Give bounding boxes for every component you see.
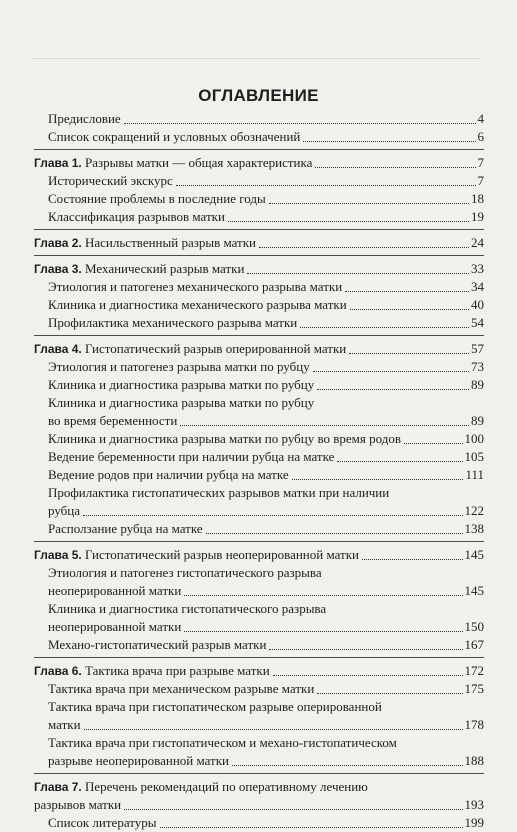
page-number: 188: [464, 753, 484, 768]
page-number: 73: [471, 359, 484, 374]
dot-leader: [404, 443, 462, 444]
page-number: 89: [471, 413, 484, 428]
entry-label: Состояние проблемы в последние годы: [48, 191, 266, 206]
section-entry[interactable]: [34, 430, 484, 448]
page-number: 57: [471, 341, 484, 356]
page-number: 138: [464, 521, 484, 536]
chapter-number: Глава 7.: [34, 780, 82, 794]
page-number: 18: [471, 191, 484, 206]
chapter-number: Глава 5.: [34, 548, 82, 562]
table-of-contents: [34, 110, 484, 832]
dot-leader: [228, 221, 469, 222]
section-entry[interactable]: [34, 582, 484, 600]
entry-label: Список литературы: [48, 815, 157, 830]
entry-label: Глава 2. Насильственный разрыв матки: [34, 235, 256, 250]
section-entry[interactable]: [34, 520, 484, 538]
page-number: 172: [464, 663, 484, 678]
dot-leader: [180, 425, 469, 426]
dot-leader: [269, 649, 462, 650]
entry-label: Клиника и диагностика разрыва матки по рубцу во время родов: [48, 431, 402, 446]
entry-first-line: Тактика врача при гистопатическом и механо-гистопатическом: [48, 735, 397, 750]
section-entry[interactable]: [34, 278, 484, 296]
toc-group: [34, 110, 484, 146]
entry-label: Клиника и диагностика механического разрыва матки: [48, 297, 347, 312]
dot-leader: [362, 559, 463, 560]
section-entry[interactable]: [34, 466, 484, 484]
chapter-number: Глава 2.: [34, 236, 82, 250]
dot-leader: [317, 693, 462, 694]
section-entry[interactable]: [34, 716, 484, 734]
entry-first-line: Клиника и диагностика разрыва матки по рубцу: [48, 395, 315, 410]
section-entry[interactable]: [34, 128, 484, 146]
dot-leader: [247, 273, 469, 274]
chapter-number: Глава 1.: [34, 156, 82, 170]
chapter-entry[interactable]: [34, 340, 484, 358]
entry-label: Клиника и диагностика разрыва матки по рубцу: [48, 377, 315, 392]
dot-leader: [273, 675, 463, 676]
entry-label: Расползание рубца на матке: [48, 521, 203, 536]
chapter-entry[interactable]: [34, 662, 484, 680]
dot-leader: [313, 371, 469, 372]
section-entry[interactable]: [34, 296, 484, 314]
page-number: 150: [464, 619, 484, 634]
chapter-entry[interactable]: [34, 796, 484, 814]
dot-leader: [124, 809, 462, 810]
entry-label: Ведение родов при наличии рубца на матке: [48, 467, 289, 482]
section-entry[interactable]: [34, 680, 484, 698]
toc-group: [34, 340, 484, 538]
dot-leader: [300, 327, 469, 328]
entry-label: разрывов матки: [34, 797, 122, 812]
entry-label: Глава 3. Механический разрыв матки: [34, 261, 245, 276]
entry-label: Тактика врача при механическом разрыве матки: [48, 681, 315, 696]
page-number: 175: [464, 681, 484, 696]
section-entry[interactable]: [34, 618, 484, 636]
page-number: 105: [464, 449, 484, 464]
entry-label: Этиология и патогенез механического разрыва матки: [48, 279, 343, 294]
page-number: 199: [464, 815, 484, 830]
page-number: 167: [464, 637, 484, 652]
dot-leader: [176, 185, 476, 186]
dot-leader: [232, 765, 462, 766]
dot-leader: [84, 729, 463, 730]
toc-group: [34, 546, 484, 654]
entry-label: Предисловие: [48, 111, 121, 126]
group-divider: [34, 773, 484, 774]
page-number: 193: [464, 797, 484, 812]
chapter-entry[interactable]: [34, 546, 484, 564]
group-divider: [34, 335, 484, 336]
entry-first-line: Клиника и диагностика гистопатического разрыва: [48, 601, 327, 616]
group-divider: [34, 541, 484, 542]
chapter-entry[interactable]: [34, 234, 484, 252]
page-title: ОГЛАВЛЕНИЕ: [198, 86, 319, 105]
dot-leader: [259, 247, 469, 248]
entry-label: Глава 5. Гистопатический разрыв неоперированной матки: [34, 547, 359, 562]
section-entry[interactable]: [34, 412, 484, 430]
entry-label: Механо-гистопатический разрыв матки: [48, 637, 267, 652]
entry-label: во время беременности: [48, 413, 178, 428]
page-number: 145: [464, 547, 484, 562]
page-number: 40: [471, 297, 484, 312]
toc-group: [34, 662, 484, 770]
section-entry[interactable]: [34, 208, 484, 226]
page-number: 100: [464, 431, 484, 446]
entry-label: матки: [48, 717, 81, 732]
page-number: 4: [477, 111, 484, 126]
entry-first-line: Тактика врача при гистопатическом разрыве оперированной: [48, 699, 382, 714]
page-number: 34: [471, 279, 484, 294]
chapter-number: Глава 4.: [34, 342, 82, 356]
dot-leader: [345, 291, 469, 292]
page-number: 111: [465, 467, 484, 482]
entry-label: Классификация разрывов матки: [48, 209, 225, 224]
dot-leader: [317, 389, 469, 390]
page-number: 145: [464, 583, 484, 598]
section-entry[interactable]: [34, 448, 484, 466]
page-number: 178: [464, 717, 484, 732]
group-divider: [34, 657, 484, 658]
dot-leader: [315, 167, 475, 168]
page-number: 19: [471, 209, 484, 224]
toc-group: [34, 154, 484, 226]
entry-first-line: Глава 7. Перечень рекомендаций по оперативному лечению: [34, 779, 368, 794]
section-entry[interactable]: [34, 376, 484, 394]
dot-leader: [292, 479, 464, 480]
entry-first-line: Этиология и патогенез гистопатического разрыва: [48, 565, 322, 580]
chapter-number: Глава 3.: [34, 262, 82, 276]
dot-leader: [269, 203, 469, 204]
entry-label: Глава 4. Гистопатический разрыв оперированной матки: [34, 341, 347, 356]
section-entry[interactable]: [34, 110, 484, 128]
dot-leader: [184, 595, 462, 596]
dot-leader: [124, 123, 476, 124]
page-number: 33: [471, 261, 484, 276]
section-entry[interactable]: [34, 636, 484, 654]
dot-leader: [184, 631, 462, 632]
section-entry[interactable]: [34, 358, 484, 376]
dot-leader: [83, 515, 463, 516]
entry-label: Этиология и патогенез разрыва матки по рубцу: [48, 359, 310, 374]
dot-leader: [349, 353, 469, 354]
chapter-entry[interactable]: [34, 154, 484, 172]
group-divider: [34, 255, 484, 256]
entry-label: Исторический экскурс: [48, 173, 173, 188]
entry-first-line: Профилактика гистопатических разрывов матки при наличии: [48, 485, 390, 500]
dot-leader: [206, 533, 463, 534]
entry-label: рубца: [48, 503, 80, 518]
section-entry[interactable]: [34, 172, 484, 190]
entry-label: Глава 6. Тактика врача при разрыве матки: [34, 663, 270, 678]
page-number: 89: [471, 377, 484, 392]
page-number: 54: [471, 315, 484, 330]
bleed-through-rule: [32, 58, 479, 59]
entry-label: неоперированной матки: [48, 619, 182, 634]
page-number: 24: [471, 235, 484, 250]
group-divider: [34, 229, 484, 230]
section-entry[interactable]: [34, 314, 484, 332]
section-entry[interactable]: [34, 752, 484, 770]
dot-leader: [337, 461, 462, 462]
page-number: 7: [477, 155, 484, 170]
entry-label: Глава 1. Разрывы матки — общая характеристика: [34, 155, 313, 170]
entry-label: Ведение беременности при наличии рубца на матке: [48, 449, 335, 464]
section-entry[interactable]: [34, 190, 484, 208]
chapter-number: Глава 6.: [34, 664, 82, 678]
entry-label: Профилактика механического разрыва матки: [48, 315, 298, 330]
page-number: 122: [464, 503, 484, 518]
entry-label: Список сокращений и условных обозначений: [48, 129, 301, 144]
page-number: 7: [477, 173, 484, 188]
section-entry[interactable]: [34, 814, 484, 832]
dot-leader: [160, 827, 463, 828]
page-number: 6: [477, 129, 484, 144]
toc-group: [34, 260, 484, 332]
section-entry[interactable]: [34, 502, 484, 520]
group-divider: [34, 149, 484, 150]
dot-leader: [303, 141, 475, 142]
chapter-entry[interactable]: [34, 260, 484, 278]
dot-leader: [350, 309, 469, 310]
entry-label: неоперированной матки: [48, 583, 182, 598]
toc-group: [34, 778, 484, 832]
toc-group: [34, 234, 484, 252]
entry-label: разрыве неоперированной матки: [48, 753, 230, 768]
